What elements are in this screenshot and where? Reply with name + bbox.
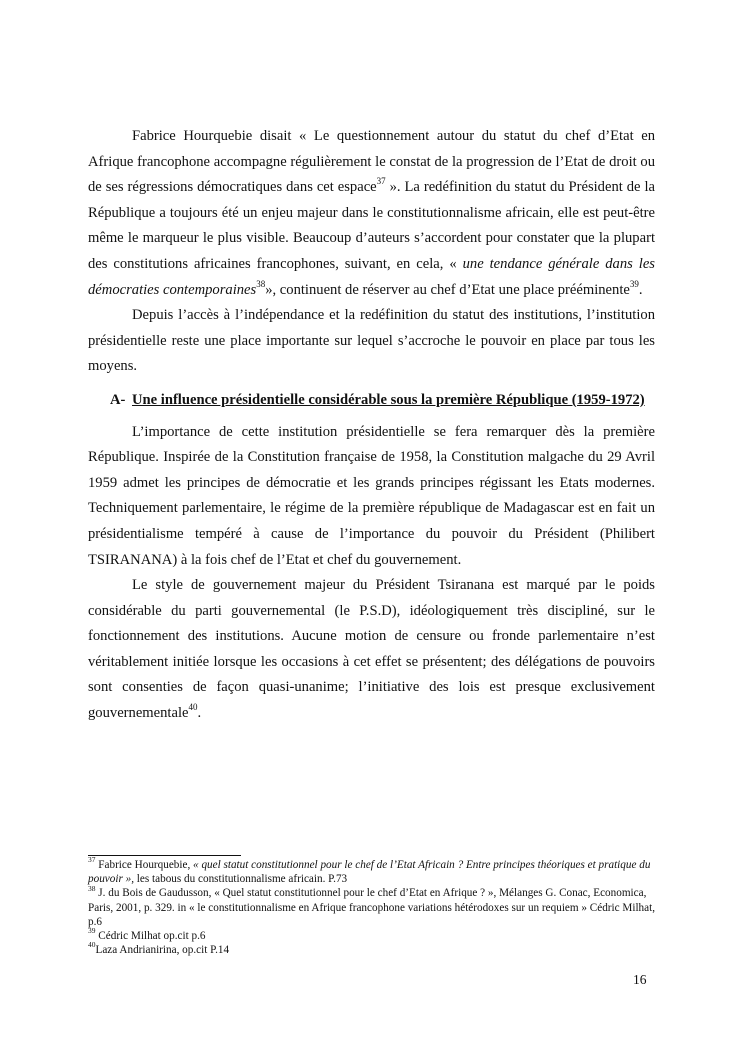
- body-text: [88, 124, 655, 727]
- footnote-39: $^{39}$ Cédric Milhat op.cit p.6: [88, 926, 206, 943]
- footnote-ref-40[interactable]: 40: [188, 702, 198, 713]
- paragraph-first-republic: L’importance de cette institution présidentielle se fera remarquer dès la première République. Inspirée de la Constitution française de 1958, la Constitution malgache du 29 Avril 1959 admet les principes de démocratie et les grands principes régissant les Etats modernes. Techniquement parlementaire, le régime de la première république de Madagascar est en fait un présidentialisme tempéré à cause de l’importance du pouvoir du Président (Philibert TSIRANANA) à la fois chef de l’Etat et chef du gouvernement.: [88, 423, 655, 568]
- footnote-ref-37[interactable]: 37: [376, 176, 386, 187]
- page-number: 16: [633, 972, 647, 987]
- paragraph-tsiranana: Le style de gouvernement majeur du Président Tsiranana est marqué par le poids considérable du parti gouvernemental (le P.S.D), idéologiquement très discipliné, sur le fonctionnement des institutions. Aucune motion de censure ou fronde parlementaire n’est véritablement initiée lorsque les occasions à cet effet se présentent; des délégations de pouvoirs sont consenties de façon quasi-unanime; l’initiative des lois est presque exclusivement gouvernementale$^{40}$.: [88, 577, 655, 722]
- section-heading-marker: A-: [110, 391, 126, 408]
- paragraph-independence: Depuis l’accès à l’indépendance et la redéfinition du statut des institutions, l’institution présidentielle reste une place importante sur lequel s’accroche le pouvoir en place par tous les moyens.: [88, 307, 655, 375]
- paragraph-hourquebie: Fabrice Hourquebie disait « Le questionnement autour du statut du chef d’Etat en Afrique francophone accompagne régulièrement le constat de la progression de l’Etat de droit ou de ses régressions démocratiques dans cet espace$^{37}$ ». La redéfinition du statut du Président de la République a toujours été un enjeu majeur dans le constitutionnalisme africain, elle est peut-être même le marqueur le plus visible. Beaucoup d’auteurs s’accordent pour constater que la plupart des constitutions africaines francophones, suivant, en cela, « une tendance générale dans les démocraties contemporaines$^{38}$», continuent de réserver au chef d’Etat une place prééminente$^{39}$.: [88, 128, 655, 298]
- section-heading-title: Une influence présidentielle considérable sous la première République (1959-1972): [132, 391, 645, 408]
- footnote-ref-38[interactable]: 38: [256, 278, 266, 289]
- footnote-separator: [88, 855, 241, 856]
- quote-italic: une tendance générale dans les démocraties contemporaines: [88, 255, 655, 298]
- section-heading: [88, 388, 655, 414]
- footnote-ref-39[interactable]: 39: [629, 278, 639, 289]
- footnote-40: $^{40}$Laza Andrianirina, op.cit P.14: [88, 940, 230, 957]
- footnote-37: $^{37}$ Fabrice Hourquebie, « quel statut constitutionnel pour le chef de l’Etat Africain ? Entre principes théoriques et pratique du pouvoir », les tabous du constitutionnalisme africain. P.73: [88, 855, 651, 886]
- footnote-38: $^{38}$ J. du Bois de Gaudusson, « Quel statut constitutionnel pour le chef d’Etat en Afrique ? », Mélanges G. Conac, Economica, Paris, 2001, p. 329. in « le constitutionnalisme en Afrique francophone variations hétérodoxes sur un requiem » Cédric Milhat, p.6: [88, 883, 656, 928]
- footnotes: [88, 855, 660, 957]
